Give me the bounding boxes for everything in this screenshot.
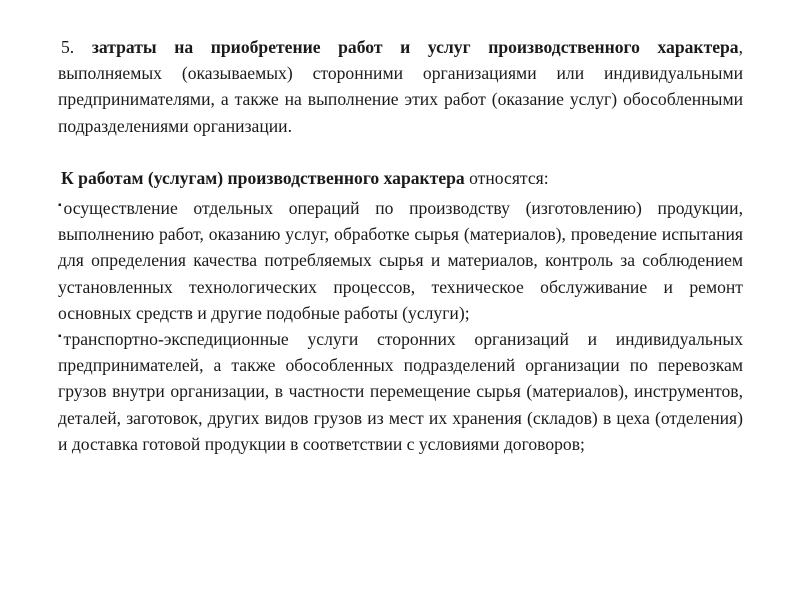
bullet-text-1: осуществление отдельных операций по производству (изготовлению) продукции, выполнению работ, оказанию услуг, обработке сырья (материалов), проведение испытания для определения качества потребляемых сырья и материалов, контроль за соблюдением установленных технологических процессов, техническое обслуживание и ремонт основных средств и другие подобные работы (услуги); (58, 198, 743, 323)
square-bullet-icon: ▪ (58, 331, 62, 343)
bullet-item-1 (58, 195, 743, 326)
paragraph-gap (58, 139, 743, 165)
section-5-bold-title: затраты на приобретение работ и услуг производственного характера (91, 37, 739, 57)
section-5-text: , выполняемых (оказываемых) сторонними организациями или индивидуальными предпринимателями, а также на выполнение этих работ (оказание услуг) обособленными подразделениями организации. (58, 37, 744, 136)
section-5-paragraph (58, 34, 743, 139)
bullet-text-2: транспортно-экспедиционные услуги сторонних организаций и индивидуальных предпринимателей, а также обособленных подразделений организации по перевозкам грузов внутри организации, в частности перемещение сырья (материалов), инструментов, деталей, заготовок, других видов грузов из мест их хранения (складов) в цеха (отделения) и доставка готовой продукции в соответствии с условиями договоров; (58, 329, 743, 454)
works-heading (58, 165, 743, 191)
works-heading-text: относятся: (464, 167, 549, 188)
works-heading-bold: К работам (услугам) производственного характера (61, 167, 465, 188)
section-number: 5. (61, 37, 75, 57)
square-bullet-icon: ▪ (58, 200, 62, 212)
bullet-item-2 (58, 326, 743, 457)
